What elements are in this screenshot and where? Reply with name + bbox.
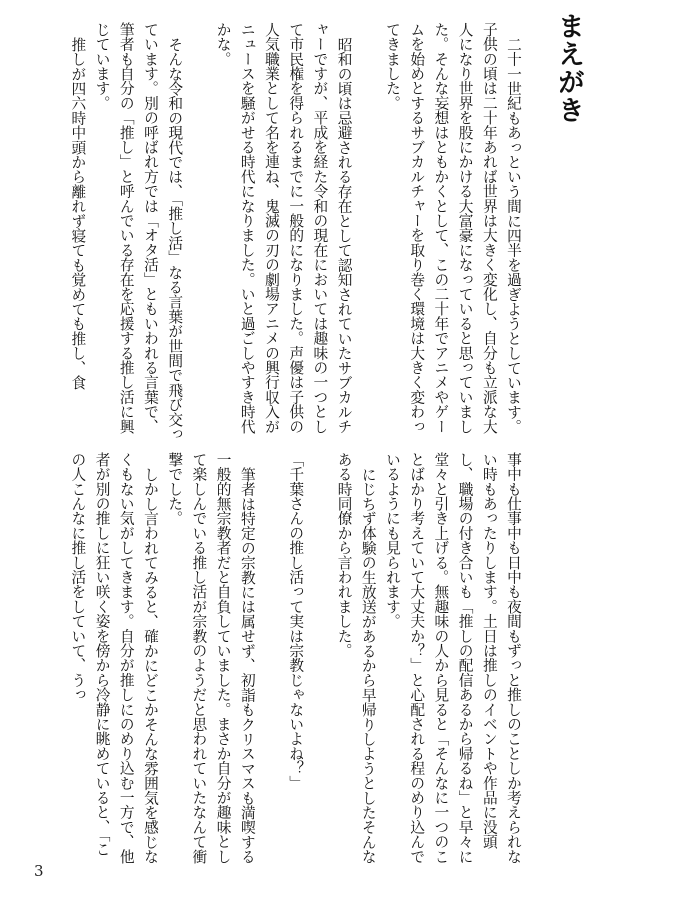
- paragraph-spacer: [307, 452, 331, 462]
- paragraph: 事中も仕事中も日中も夜間もずっと推しのことしか考えられない時もあったりします。土日は推しのイベントや作品に没頭し、職場の付き合いも「推しの配信あるから帰るね」と早々に堂々と引き上げる。無趣味の人から見ると「そんなに一つのことばかり考えていて大丈夫か？」と心配される程のめり込んでいるようにも見られます。: [383, 452, 522, 864]
- paragraph: そんな令和の現代では、「推し活」なる言葉が世間で飛び交っています。別の呼ばれ方では「オタ活」ともいわれる言葉で、筆者も自分の「推し」と呼んでいる存在を応援する推し活に興じています。: [93, 22, 184, 441]
- paragraph: しかし言われてみると、確かにどこかそんな雰囲気を感じなくもない気がしてきます。自分が推しにのめり込む一方で、他者が別の推しに狂い咲く姿を傍から冷静に眺めていると、「この人こんなに推し活をしていて、うっ: [69, 452, 159, 864]
- paragraph: 昭和の頃は忌避される存在として認知されていたサブカルチャーですが、平成を経た令和の現在においては趣味の一つとして市民権を得られるまでに一般的になりました。声優は子供の人気職業として名を連ね、鬼滅の刃の劇場アニメの興行収入がニュースを騒がせる時代になりました。いと過ごしやすき時代かな。: [214, 22, 353, 434]
- page-title: まえがき: [553, 12, 584, 124]
- paragraph: 推しが四六時中頭から離れず寝ても覚めても推し、食: [69, 36, 87, 390]
- paragraph: 筆者は特定の宗教には属せず、初詣もクリスマスも満喫する一般的無宗教者だと自負していました。まさか自分が趣味として楽しんでいる推し活が宗教のようだと思われていたなんて衝撃でした。: [166, 452, 256, 864]
- paragraph-spacer: [186, 22, 210, 32]
- page-number: 3: [34, 862, 44, 880]
- text-block-bottom: [25, 452, 525, 864]
- quoted-line: 「千葉さんの推し活って実は宗教じゃないよね？」: [287, 452, 305, 791]
- paragraph: 二十一世紀もあっという間に四半を過ぎようとしています。子供の頃は二十年あれば世界は大きく変化し、自分も立派な大人になり世界を股にかける大富豪になっていると思っていました。そんな妄想はともかくとして、この二十年でアニメやゲームを始めとするサブカルチャーを取り巻く環境は大きく変わってきました。: [383, 22, 522, 434]
- text-block-top: [25, 22, 525, 442]
- paragraph: にじちず体験の生放送があるから早帰りしようとしたそんなある時同僚から言われました。: [335, 452, 377, 864]
- paragraph-spacer: [356, 22, 380, 32]
- paragraph-spacer: [259, 452, 283, 462]
